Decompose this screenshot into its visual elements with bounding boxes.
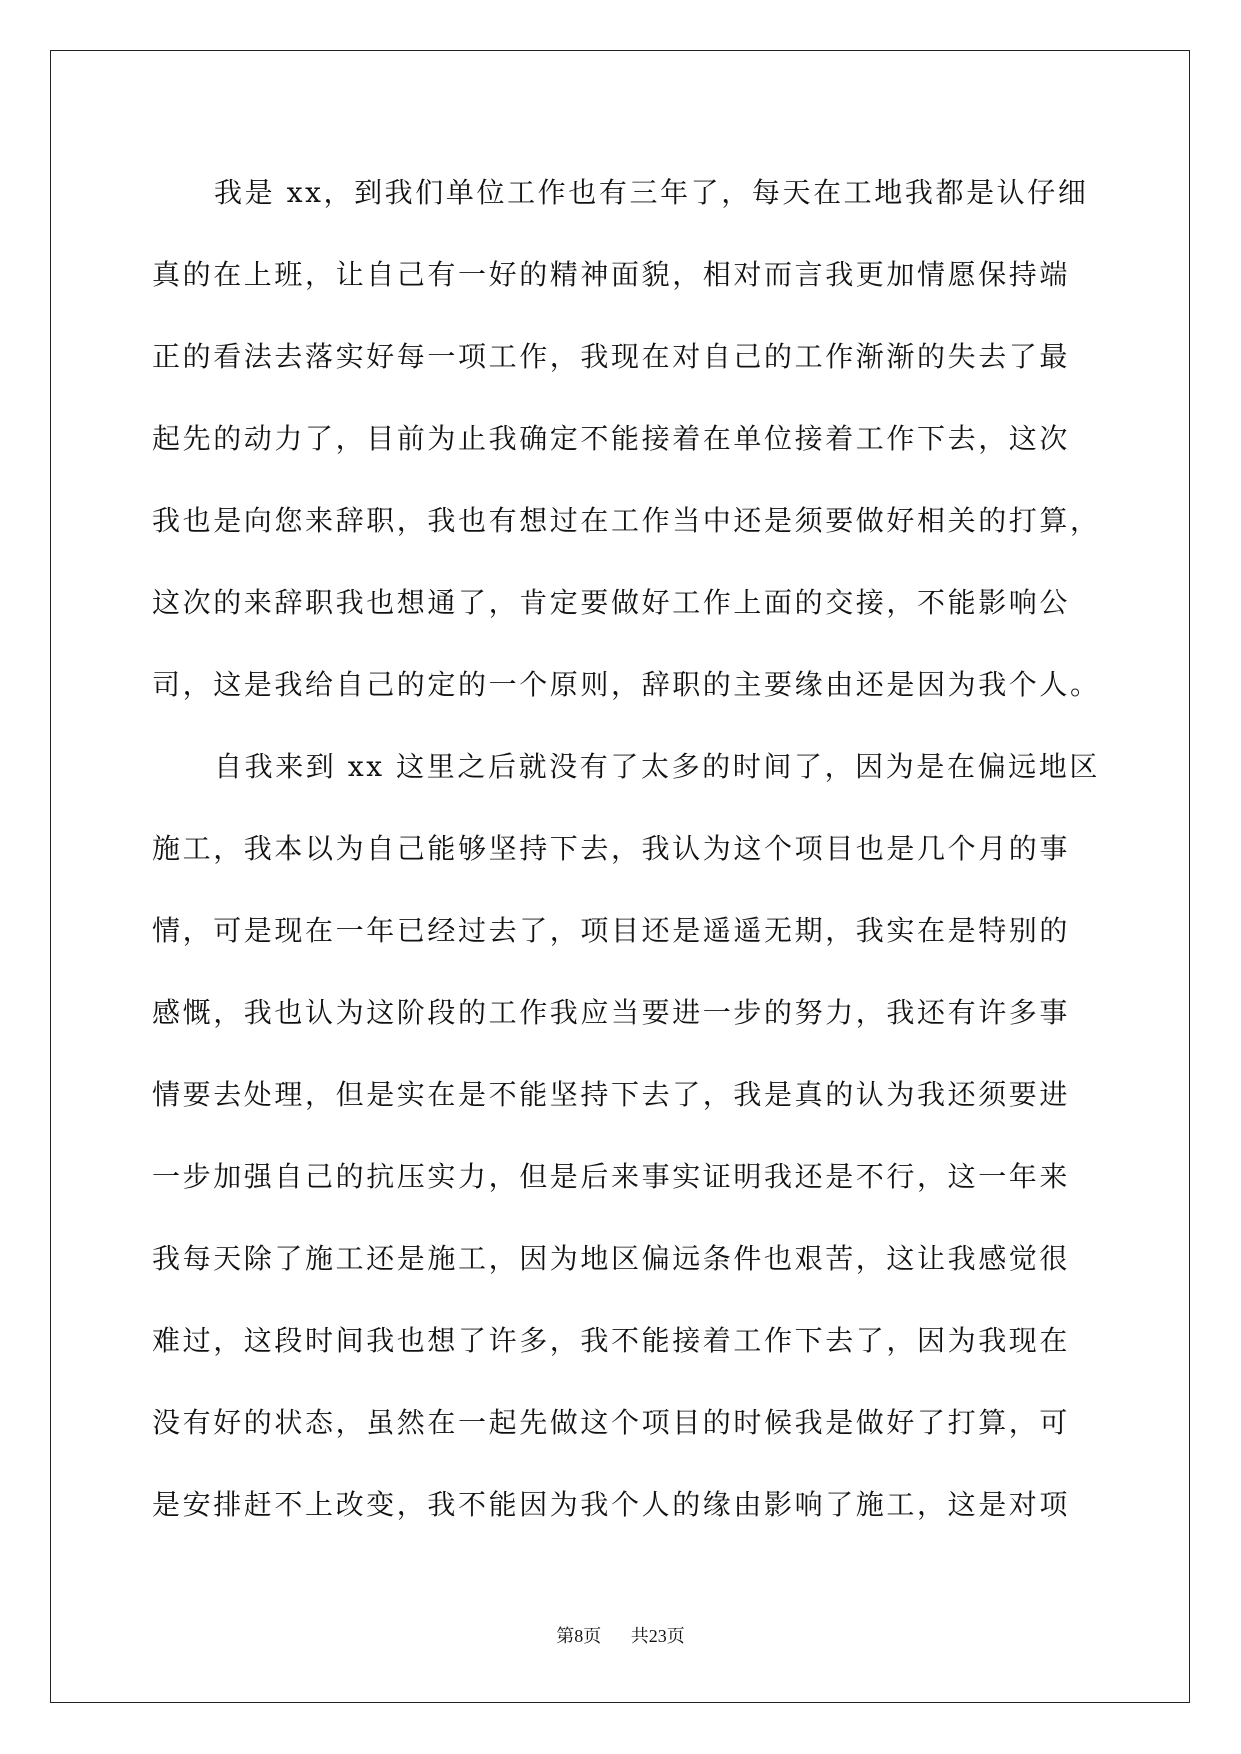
page-total: 23 [648,1626,667,1646]
text-line: 起先的动力了，目前为止我确定不能接着在单位接着工作下去，这次 [152,422,1071,455]
page-prefix: 第 [556,1626,575,1647]
page-footer [0,1623,1241,1650]
page-number: 8 [574,1626,584,1646]
text-line: 自我来到 xx 这里之后就没有了太多的时间了，因为是在偏远地区 [214,750,1100,783]
document-body [152,163,1101,1557]
text-line: 是安排赶不上改变，我不能因为我个人的缘由影响了施工，这是对项 [152,1488,1071,1521]
text-line: 情要去处理，但是实在是不能坚持下去了，我是真的认为我还须要进 [152,1078,1071,1111]
text-line: 真的在上班，让自己有一好的精神面貌，相对而言我更加情愿保持端 [152,258,1071,291]
total-prefix: 共 [630,1626,649,1647]
total-suffix: 页 [666,1626,685,1647]
text-line: 难过，这段时间我也想了许多，我不能接着工作下去了，因为我现在 [152,1324,1071,1357]
text-line: 我每天除了施工还是施工，因为地区偏远条件也艰苦，这让我感觉很 [152,1242,1071,1275]
text-line: 施工，我本以为自己能够坚持下去，我认为这个项目也是几个月的事 [152,832,1071,865]
text-line: 没有好的状态，虽然在一起先做这个项目的时候我是做好了打算，可 [152,1406,1071,1439]
text-line: 一步加强自己的抗压实力，但是后来事实证明我还是不行，这一年来 [152,1160,1071,1193]
text-line: 正的看法去落实好每一项工作，我现在对自己的工作渐渐的失去了最 [152,340,1071,373]
text-line: 司，这是我给自己的定的一个原则，辞职的主要缘由还是因为我个人。 [152,668,1101,701]
text-line: 感慨，我也认为这阶段的工作我应当要进一步的努力，我还有许多事 [152,996,1071,1029]
text-line: 我也是向您来辞职，我也有想过在工作当中还是须要做好相关的打算， [152,504,1101,537]
text-line: 我是 xx，到我们单位工作也有三年了，每天在工地我都是认仔细 [214,176,1089,209]
page-suffix: 页 [583,1626,602,1647]
text-line: 情，可是现在一年已经过去了，项目还是遥遥无期，我实在是特别的 [152,914,1071,947]
text-line: 这次的来辞职我也想通了，肯定要做好工作上面的交接，不能影响公 [152,586,1071,619]
